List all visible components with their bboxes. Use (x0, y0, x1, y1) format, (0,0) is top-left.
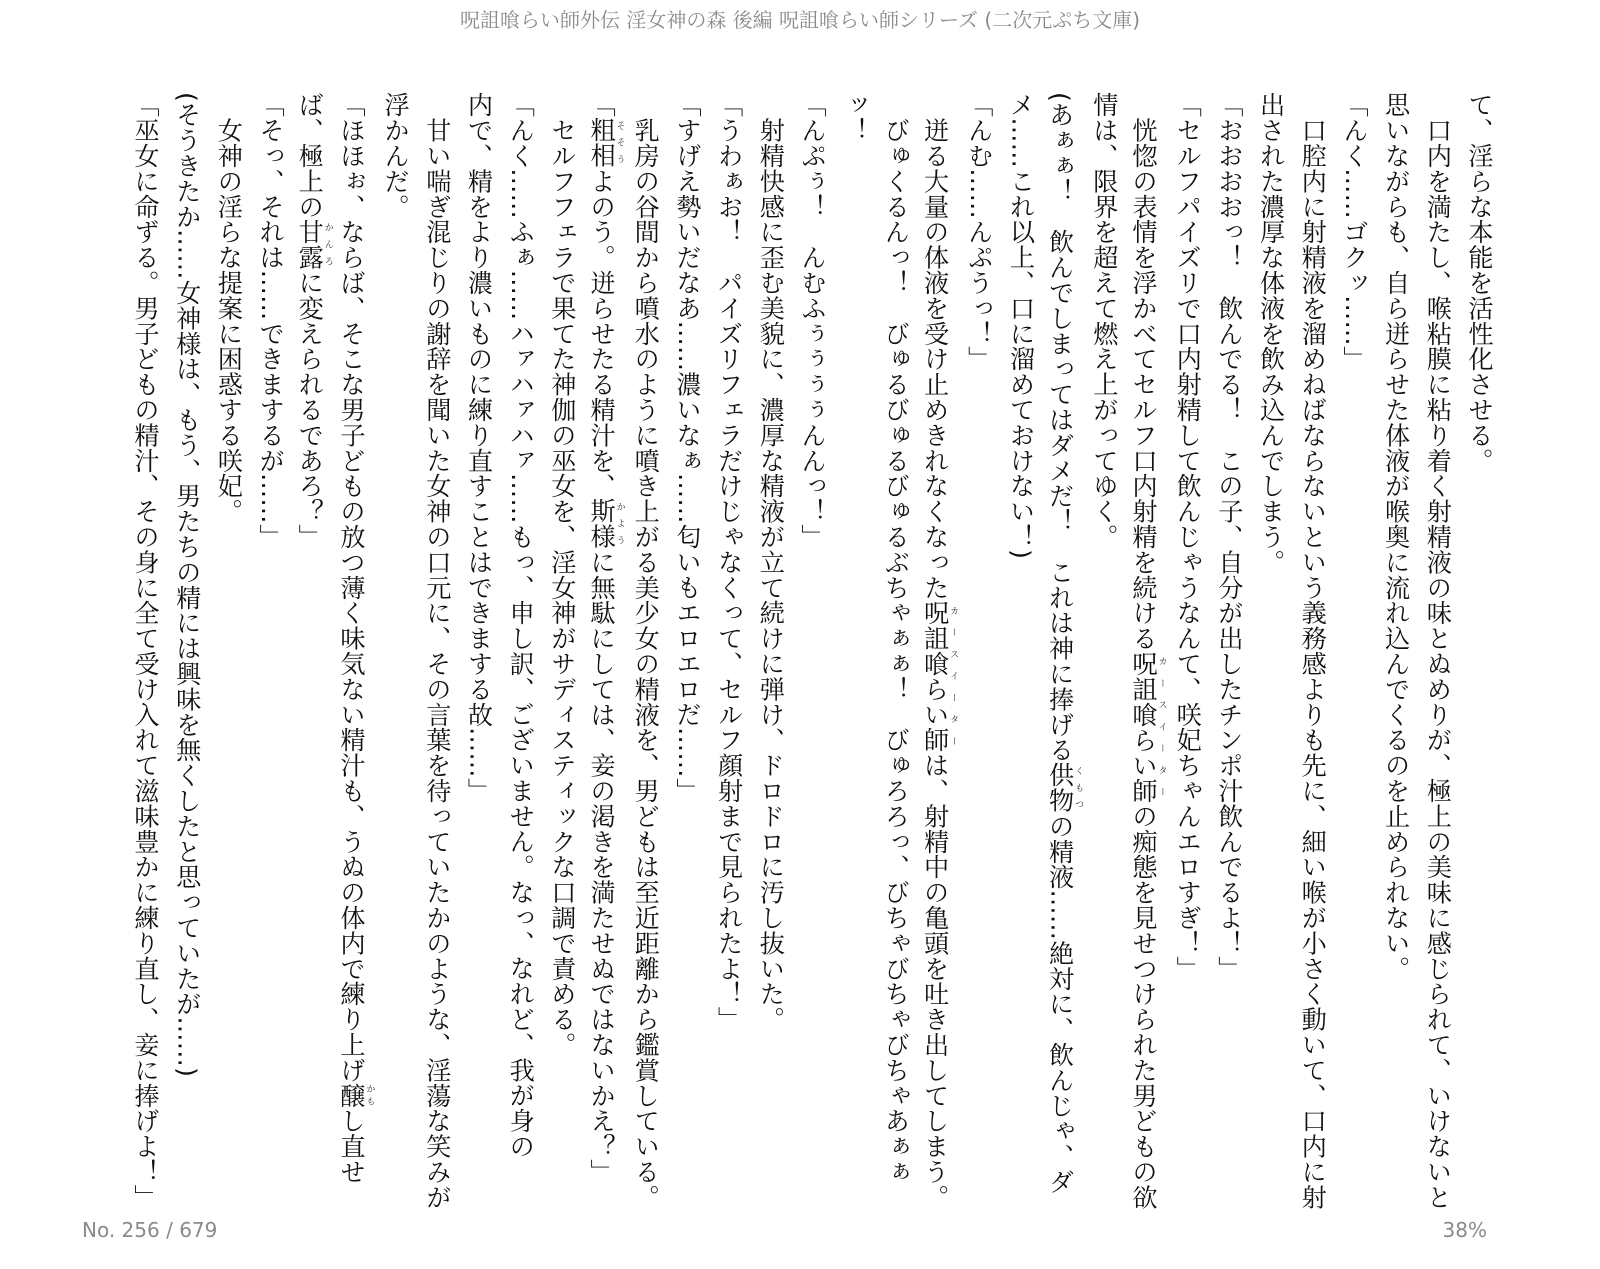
text-segment: 情は、限界を超えて燃え上がってゆく。 (1089, 92, 1119, 550)
text-segment: 浮かんだ。 (381, 92, 411, 219)
text-segment: 射精快感に歪む美貌に、濃厚な精液が立て続けに弾け、ドロドロに汚し抜いた。 (756, 92, 786, 1032)
text-line (1292, 92, 1334, 1210)
text-line (1375, 92, 1417, 1182)
text-segment: 「 (587, 92, 617, 118)
ruby-reading: かよう (614, 498, 625, 550)
ruby-annotated-word: 斯様かよう (587, 498, 625, 550)
text-segment: セルフフェラで果てた神伽の巫女を、淫女神がサディスティックな口調で責める。 (547, 92, 577, 1058)
text-segment: 「巫女に命ずる。男子どもの精汁、その身に全て受け入れて滋味豊かに練り直し、妾に捧げよ！」 (131, 92, 160, 1210)
text-line (750, 92, 792, 1182)
text-line (791, 92, 833, 1182)
ruby-annotated-word: 醸かも (336, 1082, 375, 1109)
text-line (333, 92, 375, 1185)
text-segment: に変えられるであろ？」 (295, 269, 325, 550)
book-title-header: 呪詛喰らい師外伝 淫女神の森 後編 呪詛喰らい師シリーズ (二次元ぷち文庫) (459, 8, 1141, 32)
text-segment: 内で、精をより濃いものに練り直すことはできまする故……」 (464, 92, 494, 804)
ruby-annotated-word: 供物くもつ (1045, 762, 1084, 814)
text-line (666, 92, 708, 1182)
text-line (458, 92, 500, 1182)
text-segment: 「ほほぉ、ならば、そこな男子どもの放つ薄く味気ない精汁も、うぬの体内で練り上げ (336, 92, 366, 1083)
text-line (1000, 92, 1042, 1182)
text-segment: 「うわぁお！ パイズリフェラだけじゃなくって、セルフ顔射まで見られたよ！」 (714, 92, 744, 1032)
ruby-annotated-word: 甘露かんろ (295, 219, 333, 270)
ruby-annotated-word: 粗相そそう (587, 117, 625, 169)
text-segment: の痴態を見せつけられた男どもの欲 (1129, 803, 1158, 1210)
text-line (166, 92, 208, 1182)
text-line (208, 92, 250, 1182)
ruby-reading: かも (364, 1082, 375, 1108)
text-line (541, 92, 583, 1182)
text-line (583, 92, 625, 1185)
text-segment: 「んぷぅ！ んむふぅぅぅぅんんっ！」 (798, 92, 827, 550)
ruby-annotated-word: 呪詛喰らい師カースイーター (1129, 650, 1167, 804)
ruby-annotated-word: 呪詛喰らい師カースイーター (920, 600, 959, 753)
location-indicator: No. 256 / 679 (82, 1218, 218, 1242)
text-segment: 「んむ……んぷうっ！」 (964, 92, 994, 372)
text-segment: 「すげえ勢いだなあ……濃いなぁ……匂いもエロエロだ……」 (672, 92, 702, 804)
text-segment: ば、極上の (295, 92, 325, 219)
ruby-reading: かんろ (322, 219, 333, 270)
text-line (1458, 92, 1500, 1182)
text-line (1208, 92, 1250, 1182)
text-segment: 口腔内に射精液を溜めねばならないという義務感よりも先に、細い喉が小さく動いて、口内に射 (1298, 92, 1328, 1210)
text-segment: メ……これ以上、口に溜めておけない！) (1006, 92, 1036, 560)
text-line (291, 92, 333, 1182)
text-segment: 乳房の谷間から噴水のように噴き上がる美少女の精液を、男どもは至近距離から鑑賞している。 (631, 92, 661, 1210)
text-line (1333, 92, 1375, 1182)
text-segment: 「セルフパイズリで口内射精して飲んじゃうなんて、咲妃ちゃんエロすぎ！」 (1173, 92, 1203, 981)
text-line (708, 92, 750, 1182)
text-line (1083, 92, 1125, 1182)
text-segment: 「んく……ふぁ……ハァハァハァ……もっ、申し訳、ございません。なっ、なれど、我が身の (506, 92, 536, 1159)
text-segment: に無駄にしては、妾の渇きを満たせぬではないかえ？」 (587, 549, 617, 1185)
text-segment: 「おおおおっ！ 飲んでる！ この子、自分が出したチンポ汁飲んでるよ！」 (1214, 92, 1244, 981)
text-segment: し直せ (336, 1108, 366, 1185)
text-segment: 「んく……ゴクッ……」 (1339, 92, 1369, 372)
text-segment: 「そっ、それは……できまするが……」 (256, 92, 286, 550)
text-line (124, 92, 166, 1210)
reading-progress-percent: 38% (1442, 1218, 1487, 1242)
text-line (374, 92, 416, 1182)
text-line (833, 92, 875, 1182)
text-line (500, 92, 542, 1182)
text-segment: ッ！ (839, 92, 869, 143)
text-segment: 口内を満たし、喉粘膜に粘り着く射精液の味とぬめりが、極上の美味に感じられて、いけないと (1423, 92, 1453, 1210)
text-segment: 女神の淫らな提案に困惑する咲妃。 (214, 92, 244, 524)
text-segment: 甘い喘ぎ混じりの謝辞を聞いた女神の口元に、その言葉を待っていたかのような、淫蕩な笑みが (422, 92, 452, 1210)
text-segment: 出された濃厚な体液を飲み込んでしまう。 (1256, 92, 1286, 575)
text-line (916, 92, 959, 1210)
ruby-reading: そそう (614, 117, 625, 169)
text-line (1167, 92, 1209, 1182)
text-line (1041, 92, 1084, 1195)
ruby-reading: カースイーター (1156, 650, 1167, 804)
ruby-reading: カースイーター (948, 600, 959, 753)
text-segment: (あぁぁ！ 飲んでしまってはダメだ！ これは神に捧げる (1045, 92, 1075, 763)
text-segment: 迸る大量の体液を受け止めきれなくなった (920, 92, 950, 600)
text-segment: は、射精中の亀頭を吐き出してしまう。 (920, 752, 950, 1210)
text-segment: よのう。迸らせたる精汁を、 (587, 168, 617, 499)
text-line (416, 92, 458, 1210)
text-line (1417, 92, 1459, 1210)
text-line (625, 92, 667, 1210)
text-line (249, 92, 291, 1182)
text-segment: の精液……絶対に、飲んじゃ、ダ (1045, 813, 1075, 1195)
text-line (1125, 92, 1167, 1210)
text-line (958, 92, 1000, 1182)
text-segment: 思いながらも、自ら迸らせた体液が喉奥に流れ込んでくるのを止められない。 (1381, 92, 1411, 981)
text-segment: (そうきたか……女神様は、もう、男たちの精には興味を無くしたと思っていたが……) (172, 92, 202, 1078)
text-segment: て、淫らな本能を活性化させる。 (1465, 92, 1494, 473)
text-line (1250, 92, 1292, 1182)
vertical-text-page[interactable] (110, 92, 1500, 1210)
ruby-reading: くもつ (1073, 762, 1084, 814)
text-segment: びゅくるんっ！ びゅるびゅるびゅるぶちゃぁぁ！ びゅろろっ、びちゃびちゃびちゃあぁぁ (881, 92, 911, 1185)
text-segment: 恍惚の表情を浮かべてセルフ口内射精を続ける (1129, 92, 1158, 651)
text-line (875, 92, 917, 1185)
